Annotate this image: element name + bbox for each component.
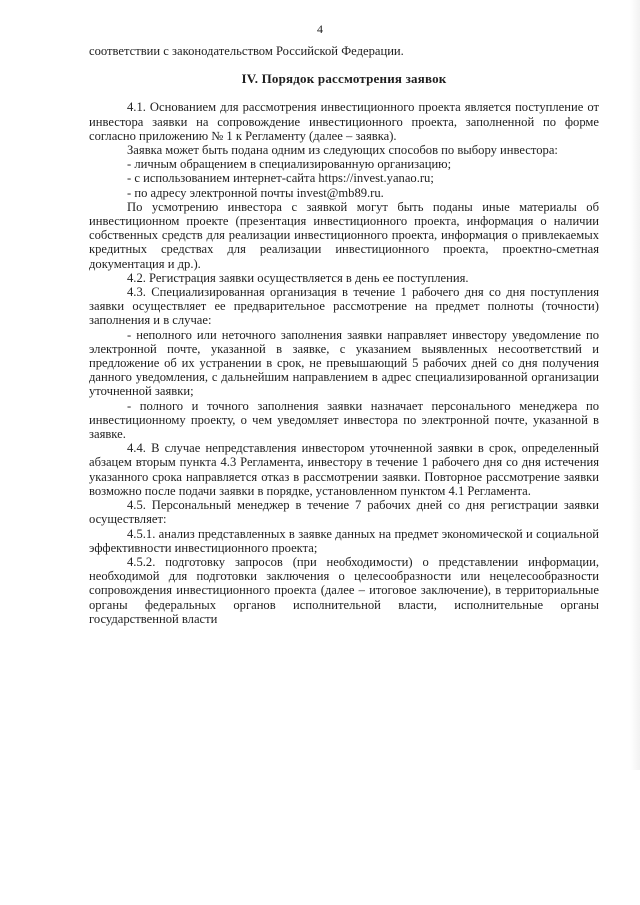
list-item-incomplete: - неполного или неточного заполнения заявки направляет инвестору уведомление по электронной почте, указанной в заявке, с указанием выявленных несоответствий и предложение об их устранении в срок, не превышающий 5 рабочих дней со дня получения данного уведомления, с дальнейшим направлением в адрес специализированной организации уточненной заявки;	[89, 327, 599, 399]
paragraph-submission-methods: Заявка может быть подана одним из следующих способов по выбору инвестора:	[127, 143, 558, 158]
paragraph-4-2: 4.2. Регистрация заявки осуществляется в день ее поступления.	[127, 270, 469, 285]
blank-area	[0, 770, 640, 905]
list-item-personal: - личным обращением в специализированную организацию;	[127, 157, 452, 172]
list-item-complete: - полного и точного заполнения заявки назначает персонального менеджера по инвестиционному проекту, о чем уведомляет инвестора по электронной почте, указанной в заявке.	[89, 398, 599, 442]
section-heading: IV. Порядок рассмотрения заявок	[241, 71, 447, 87]
paragraph-4-5-1: 4.5.1. анализ представленных в заявке данных на предмет экономической и социальной эффективности инвестиционного проекта;	[89, 526, 599, 555]
page-edge-shadow	[630, 0, 640, 770]
paragraph-other-materials: По усмотрению инвестора с заявкой могут быть поданы иные материалы об инвестиционном проекте (презентация инвестиционного проекта, информация о наличии собственных средств для реализации инвестиционного проекта, информация о привлекаемых кредитных средствах для реализации инвестиционного проекта, проектно-сметная документация и др.).	[89, 199, 599, 271]
paragraph-4-5: 4.5. Персональный менеджер в течение 7 рабочих дней со дня регистрации заявки осуществляет:	[89, 498, 599, 527]
lead-in-text: соответствии с законодательством Российской Федерации.	[89, 44, 404, 58]
paragraph-4-3: 4.3. Специализированная организация в течение 1 рабочего дня со дня поступления заявки осуществляет ее предварительное рассмотрение на предмет полноты (точности) заполнения и в случае:	[89, 285, 599, 328]
paragraph-4-4: 4.4. В случае непредставления инвестором уточненной заявки в срок, определенный абзацем вторым пункта 4.3 Регламента, инвестору в течение 1 рабочего дня со дня истечения указанного срока направляется отказ в рассмотрении заявки. Повторное рассмотрение заявки возможно после подачи заявки в порядке, установленном пунктом 4.1 Регламента.	[89, 441, 599, 498]
document-body	[89, 44, 599, 626]
paragraph-4-5-2: 4.5.2. подготовку запросов (при необходимости) о представлении информации, необходимой для подготовки заключения о целесообразности или нецелесообразности сопровождения инвестиционного проекта (далее – итоговое заключение), в территориальные органы федеральных органов исполнительной власти, исполнительные органы государственной власти	[89, 554, 599, 626]
page-number: 4	[317, 22, 323, 36]
list-item-email: - по адресу электронной почты invest@mb89.ru.	[127, 185, 384, 200]
paragraph-4-1: 4.1. Основанием для рассмотрения инвестиционного проекта является поступление от инвестора заявки на сопровождение инвестиционного проекта, заполненной по форме согласно приложению № 1 к Регламенту (далее – заявка).	[89, 100, 599, 143]
list-item-website: - с использованием интернет-сайта https://invest.yanao.ru;	[127, 171, 434, 186]
